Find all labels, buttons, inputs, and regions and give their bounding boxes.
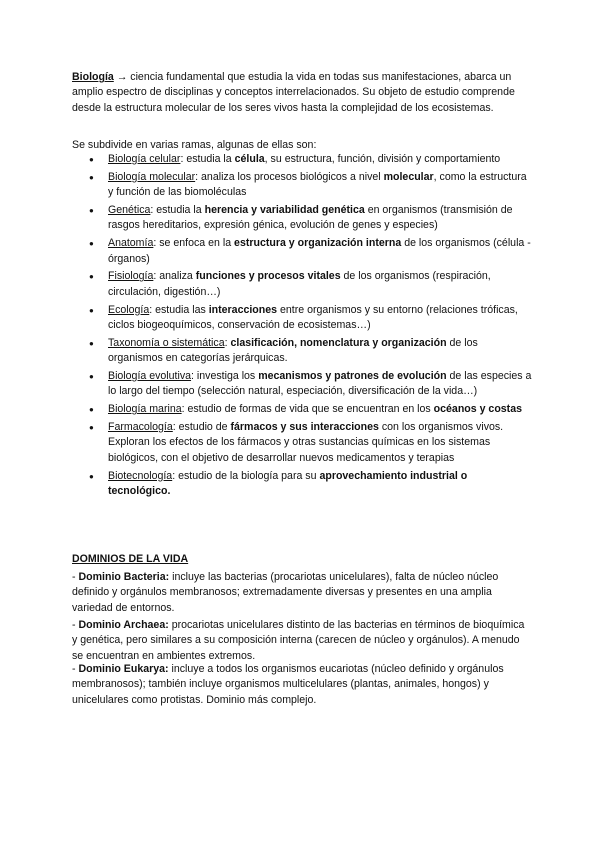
list-item [72,303,532,334]
rama-text: con los organismos vivos. Exploran los efectos de los fármacos y otras sustancias químicas en los sistemas biológicos, con el objetivo de desarrollar nuevos medicamentos y terapias [108,421,504,464]
rama-keyword: herencia y variabilidad genética [204,204,365,216]
arrow: → [113,71,131,83]
rama-keyword: célula [234,153,265,165]
rama-keyword: mecanismos y patrones de evolución [258,370,447,383]
rama-keyword: molecular [383,170,434,183]
rama-keyword: aprovechamiento industrial o tecnológico. [108,469,468,498]
rama-text: de los organismos en categorías jerárquicas. [108,336,478,365]
dominio-text: incluye las bacterias (procariotas unicelulares), falta de núcleo núcleo definido y orgánulos membranosos; extremadamente diversas y presentes en una amplia variedad de entornos. [72,571,499,614]
rama-keyword: estructura y organización interna [234,237,402,250]
rama-text: : se enfoca en la [153,237,235,250]
rama-keyword: funciones y procesos vitales [195,270,341,283]
intro-paragraph [72,70,532,116]
list-item [72,170,532,201]
rama-text: de los organismos (célula - órganos) [108,237,531,265]
dominio-text: incluye a todos los organismos eucariotas (núcleo definido y orgánulos membranosos); también incluye organismos multicelulares (plantas, animales, hongos) y unicelulares como protistas. Dominio más complejo. [72,663,504,706]
rama-name: Biología marina [108,403,182,416]
list-item [72,402,532,417]
rama-name: Anatomía [108,237,154,250]
rama-text: entre organismos y su entorno (relaciones tróficas, ciclos biogeoquímicos, conservación de ecosistemas…) [108,303,518,332]
list-item [72,269,532,300]
rama-text: : analiza [153,270,196,283]
dominio-prefix: - [72,663,79,675]
dominio-eukarya [72,662,532,708]
rama-keyword: fármacos y sus interacciones [230,421,379,434]
rama-name: Taxonomía o sistemática [108,336,225,349]
dominios-heading: DOMINIOS DE LA VIDA [72,553,189,565]
rama-name: Ecología [108,303,150,316]
rama-name: Farmacología [108,421,173,434]
rama-text: : estudia las [149,303,209,316]
rama-text: en organismos (transmisión de rasgos hereditarios, expresión génica, evolución de genes y especies) [108,204,513,232]
rama-name: Biología celular [108,153,181,165]
list-item [72,152,532,167]
list-item [72,236,532,267]
rama-name: Fisiología [108,270,154,283]
rama-text: de los organismos (respiración, circulación, digestión…) [108,270,491,298]
dominio-prefix: - [72,571,79,583]
rama-name: Genética [108,204,151,216]
dominio-name: Dominio Eukarya: [78,663,169,675]
rama-name: Biotecnología [108,469,173,482]
list-item [72,203,532,234]
list-item [72,336,532,367]
ramas-list [72,152,532,502]
rama-keyword: océanos y costas [433,403,522,416]
rama-name: Biología evolutiva [108,370,192,383]
rama-text: : analiza los procesos biológicos a nivel [195,170,384,183]
rama-text: : estudia la [150,204,205,216]
rama-name: Biología molecular [108,170,196,183]
dominio-text: procariotas unicelulares distinto de las bacterias en términos de bioquímica y genética, pero similares a su composición interna (carecen de núcleo y orgánulos). A menudo se encuentran en ambientes extremos. [72,619,525,662]
dominio-name: Dominio Archaea: [78,619,169,631]
dominio-bacteria [72,570,532,616]
rama-keyword: clasificación, nomenclatura y organización [230,336,447,349]
dominio-name: Dominio Bacteria: [78,571,170,583]
dominio-prefix: - [72,619,79,631]
rama-text: : estudio de formas de vida que se encuentran en los [181,403,434,416]
rama-text: : [224,336,231,349]
subdivision-intro: Se subdivide en varias ramas, algunas de ellas son: [72,139,317,151]
dominio-archaea [72,618,532,664]
rama-text: : investiga los [191,370,259,383]
biologia-definition: ciencia fundamental que estudia la vida en todas sus manifestaciones, abarca un amplio espectro de disciplinas y conceptos interrelacionados. Su objeto de estudio comprende desde la estructura molecular de los seres vivos hasta la complejidad de los ecosistemas. [72,71,515,114]
rama-text: : estudio de la biología para su [172,469,320,482]
rama-text: : estudio de [172,421,231,434]
list-item [72,369,532,400]
biologia-term: Biología [72,71,114,83]
rama-text: , como la estructura y función de las biomoléculas [108,170,527,199]
rama-text: , su estructura, función, división y comportamiento [264,153,501,165]
rama-text: de las especies a lo largo del tiempo (selección natural, especiación, diversificación de la vida…) [108,370,532,398]
list-item [72,469,532,500]
list-item [72,420,532,466]
rama-keyword: interacciones [208,303,278,316]
rama-text: : estudia la [180,153,235,165]
